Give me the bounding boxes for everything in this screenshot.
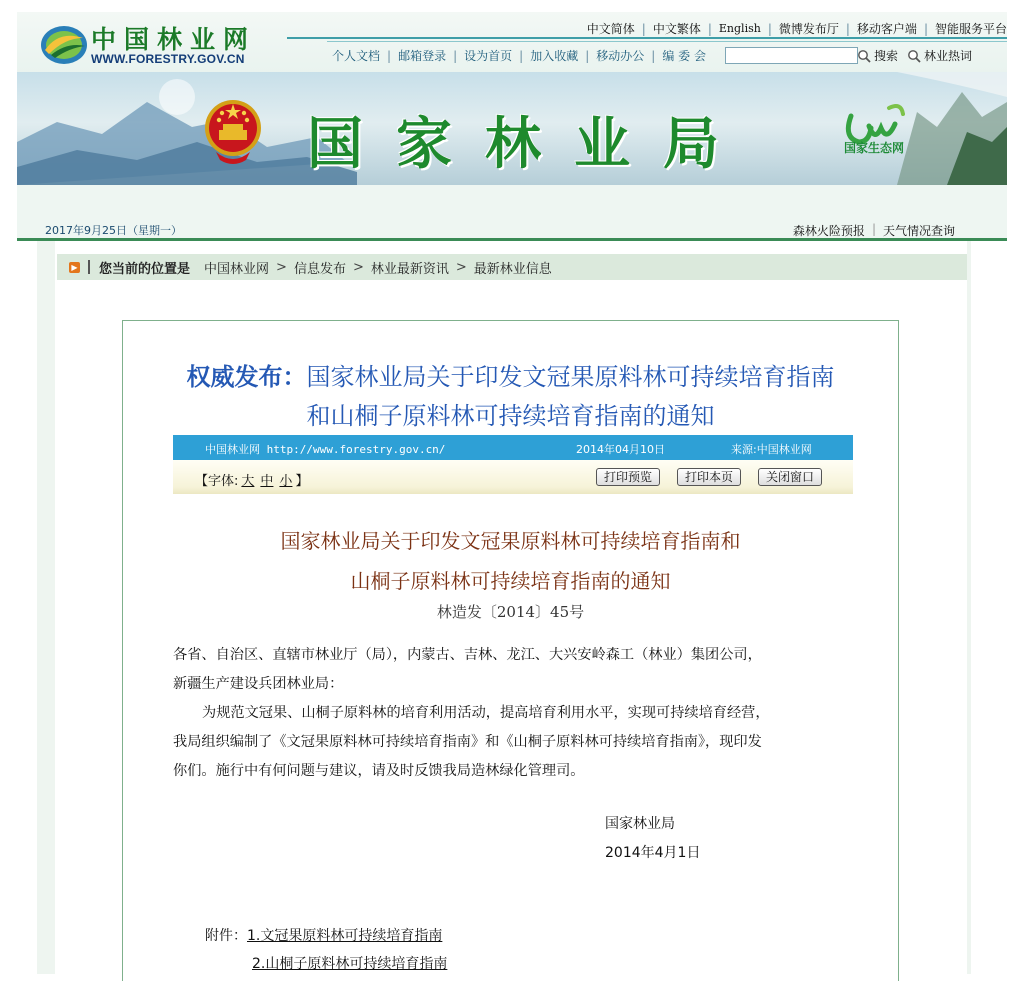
separator: | <box>387 48 392 63</box>
breadcrumb-item-latest-news[interactable]: 林业最新资讯 <box>370 261 449 277</box>
site-header <box>17 12 1007 185</box>
link-smart-service[interactable]: 智能服务平台 <box>934 22 1007 36</box>
link-english[interactable]: English <box>718 22 761 35</box>
article-body <box>173 641 853 786</box>
eco-network-logo-icon[interactable] <box>829 98 919 170</box>
national-emblem-icon <box>202 94 264 166</box>
link-chinese-traditional[interactable]: 中文繁体 <box>652 22 701 36</box>
attachment-link-2[interactable]: 2.山桐子原料林可持续培育指南 <box>252 956 448 972</box>
link-weibo[interactable]: 微博发布厅 <box>778 22 839 36</box>
date-bar <box>17 185 1007 241</box>
meta-source: 来源:中国林业网 <box>731 443 812 456</box>
separator: | <box>845 21 850 36</box>
breadcrumb <box>57 254 967 280</box>
meta-date: 2014年04月10日 <box>576 443 665 456</box>
addressee-line2: 新疆生产建设兵团林业局： <box>173 676 344 692</box>
top-language-nav <box>587 20 1007 37</box>
separator: | <box>519 48 524 63</box>
document-subtitle-line2: 山桐子原料林可持续培育指南的通知 <box>350 569 671 593</box>
search-icon <box>857 49 871 63</box>
separator: | <box>923 21 928 36</box>
attachments-label: 附件： <box>205 928 247 944</box>
attachment-link-1[interactable]: 1.文冠果原料林可持续培育指南 <box>247 928 443 944</box>
print-preview-button[interactable]: 打印预览 <box>596 468 660 486</box>
document-subtitle <box>123 521 898 601</box>
body-line3: 你们。施行中有何问题与建议，请及时反馈我局造林绿化管理司。 <box>173 763 585 779</box>
signature-org: 国家林业局 <box>605 816 675 832</box>
article-title-prefix: 权威发布： <box>186 363 307 391</box>
search-input[interactable] <box>725 47 858 64</box>
font-size-large[interactable]: 大 <box>241 474 255 489</box>
link-mobile-office[interactable]: 移动办公 <box>596 49 645 63</box>
font-size-control <box>195 470 308 489</box>
close-window-button[interactable]: 关闭窗口 <box>758 468 822 486</box>
link-mail-login[interactable]: 邮箱登录 <box>398 49 447 63</box>
breadcrumb-item-home[interactable]: 中国林业网 <box>204 261 270 277</box>
separator: | <box>641 21 646 36</box>
body-line2: 我局组织编制了《文冠果原料林可持续培育指南》和《山桐子原料林可持续培育指南》，现印发 <box>173 734 762 750</box>
breadcrumb-separator: > <box>455 259 467 275</box>
logo-url[interactable]: WWW.FORESTRY.GOV.CN <box>91 52 245 66</box>
hot-words-label: 林业热词 <box>924 49 973 63</box>
article-title-line1: 国家林业局关于印发文冠果原料林可持续培育指南 <box>306 363 835 391</box>
link-add-favorite[interactable]: 加入收藏 <box>530 49 579 63</box>
nav-divider <box>287 37 1007 39</box>
separator: | <box>651 48 656 63</box>
breadcrumb-separator: > <box>352 259 364 275</box>
meta-site: 中国林业网 http://www.forestry.gov.cn/ <box>205 443 446 456</box>
banner-title: 国家林业局 <box>307 112 752 177</box>
separator: | <box>707 21 712 36</box>
separator: | <box>871 222 876 236</box>
breadcrumb-divider <box>88 260 90 274</box>
document-subtitle-line1: 国家林业局关于印发文冠果原料林可持续培育指南和 <box>280 529 741 553</box>
logo-text[interactable]: 中国林业网 <box>91 25 257 54</box>
search-label: 搜索 <box>874 49 899 63</box>
article-title-line2: 和山桐子原料林可持续培育指南的通知 <box>306 402 715 430</box>
search-icon <box>907 49 921 63</box>
separator: | <box>453 48 458 63</box>
hot-words-button[interactable] <box>907 47 972 64</box>
link-mobile-client[interactable]: 移动客户端 <box>856 22 917 36</box>
link-personal-docs[interactable]: 个人文档 <box>332 49 381 63</box>
breadcrumb-item-latest-info[interactable]: 最新林业信息 <box>473 261 552 277</box>
search-button[interactable] <box>857 47 898 64</box>
document-number: 林造发〔2014〕45号 <box>436 603 585 621</box>
article-meta-bar <box>173 435 853 460</box>
link-set-homepage[interactable]: 设为首页 <box>464 49 513 63</box>
current-date: 2017年9月25日（星期一） <box>45 224 182 237</box>
print-page-button[interactable]: 打印本页 <box>677 468 741 486</box>
link-weather[interactable]: 天气情况查询 <box>882 224 955 238</box>
body-line1: 为规范文冠果、山桐子原料林的培育利用活动，提高培育利用水平，实现可持续培育经营， <box>202 705 770 721</box>
breadcrumb-separator: > <box>276 259 287 275</box>
addressee-line1: 各省、自治区、直辖市林业厅（局），内蒙古、吉林、龙江、大兴安岭森工（林业）集团公司， <box>173 647 762 663</box>
eco-network-label[interactable]: 国家生态网 <box>843 141 904 155</box>
signature-date: 2014年4月1日 <box>605 845 701 861</box>
secondary-nav <box>332 47 706 64</box>
nav-divider-thin <box>327 41 1007 42</box>
font-size-suffix: 】 <box>295 474 309 489</box>
link-editorial-board[interactable]: 编 委 会 <box>662 49 706 63</box>
arrow-right-icon: ▶ <box>69 262 80 273</box>
font-size-prefix: 【字体: <box>195 474 239 489</box>
font-size-medium[interactable]: 中 <box>260 474 274 489</box>
article-title <box>123 358 898 436</box>
service-links <box>793 222 955 239</box>
separator: | <box>767 21 772 36</box>
breadcrumb-item-news-release[interactable]: 信息发布 <box>293 261 346 277</box>
logo-icon[interactable] <box>39 24 89 66</box>
article-panel <box>122 320 899 981</box>
separator: | <box>585 48 590 63</box>
font-size-small[interactable]: 小 <box>279 474 293 489</box>
breadcrumb-label: 您当前的位置是 <box>99 261 191 277</box>
link-chinese-simplified[interactable]: 中文简体 <box>586 22 635 36</box>
article-toolbar <box>173 460 853 494</box>
link-fire-forecast[interactable]: 森林火险预报 <box>792 224 865 238</box>
signature-block <box>605 810 700 868</box>
attachments <box>205 922 447 978</box>
